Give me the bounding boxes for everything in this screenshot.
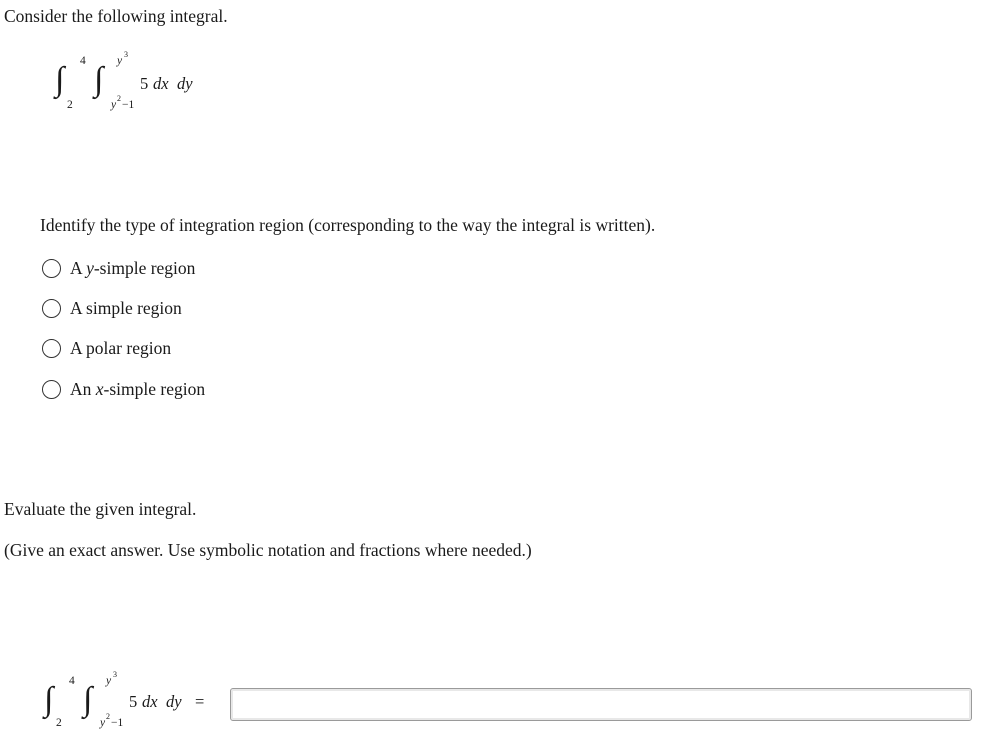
radio-option-y-simple[interactable] [42,255,195,281]
inner-lower-limit-rest-bottom: −1 [111,717,124,729]
inner-lower-limit-base-bottom: y [100,717,106,729]
integrand-coefficient-bottom: 5 [129,692,138,711]
inner-upper-limit-exp-bottom: 3 [113,670,117,679]
outer-upper-limit-bottom: 4 [69,675,75,687]
radio-label-x-simple[interactable]: An x-simple region [70,378,206,399]
radio-option-x-simple[interactable] [42,376,205,402]
outer-integral-sign: ∫ [55,61,65,98]
radio-button-simple[interactable] [42,299,61,318]
outer-upper-limit: 4 [80,55,86,67]
inner-integral-sign: ∫ [94,61,104,98]
inner-upper-limit-base: y [117,55,123,67]
answer-input[interactable] [230,688,972,721]
radio-button-x-simple[interactable] [42,380,61,399]
answer-instructions: (Give an exact answer. Use symbolic notation and fractions where needed.) [4,540,532,560]
radio-option-simple[interactable] [42,295,182,321]
inner-lower-limit-base: y [111,99,117,111]
evaluate-prompt: Evaluate the given integral. [4,499,197,519]
radio-label-y-simple[interactable]: A y-simple region [70,257,196,278]
radio-button-polar[interactable] [42,339,61,358]
radio-button-y-simple[interactable] [42,259,61,278]
inner-integral-sign-bottom: ∫ [83,681,93,718]
region-type-prompt: Identify the type of integration region (corresponding to the way the integral is written). [40,215,656,235]
outer-lower-limit: 2 [67,99,73,111]
inner-lower-limit-exp-bottom: 2 [106,712,110,721]
inner-lower-limit-rest: −1 [122,99,135,111]
outer-integral-sign-bottom: ∫ [44,681,54,718]
outer-lower-limit-bottom: 2 [56,717,62,729]
integrand-dy-bottom: dy [166,692,182,711]
radio-option-polar[interactable] [42,335,171,361]
inner-lower-limit-exp: 2 [117,94,121,103]
question-intro: Consider the following integral. [4,6,228,26]
integrand-coefficient: 5 [140,74,149,93]
integrand-dy: dy [177,74,193,93]
integrand-dx-bottom: dx [142,692,158,711]
inner-upper-limit-exp: 3 [124,50,128,59]
radio-label-polar[interactable]: A polar region [70,337,172,358]
inner-upper-limit-base-bottom: y [106,675,112,687]
radio-label-simple[interactable]: A simple region [70,297,182,318]
equals-sign: = [195,692,205,711]
integrand-dx: dx [153,74,169,93]
